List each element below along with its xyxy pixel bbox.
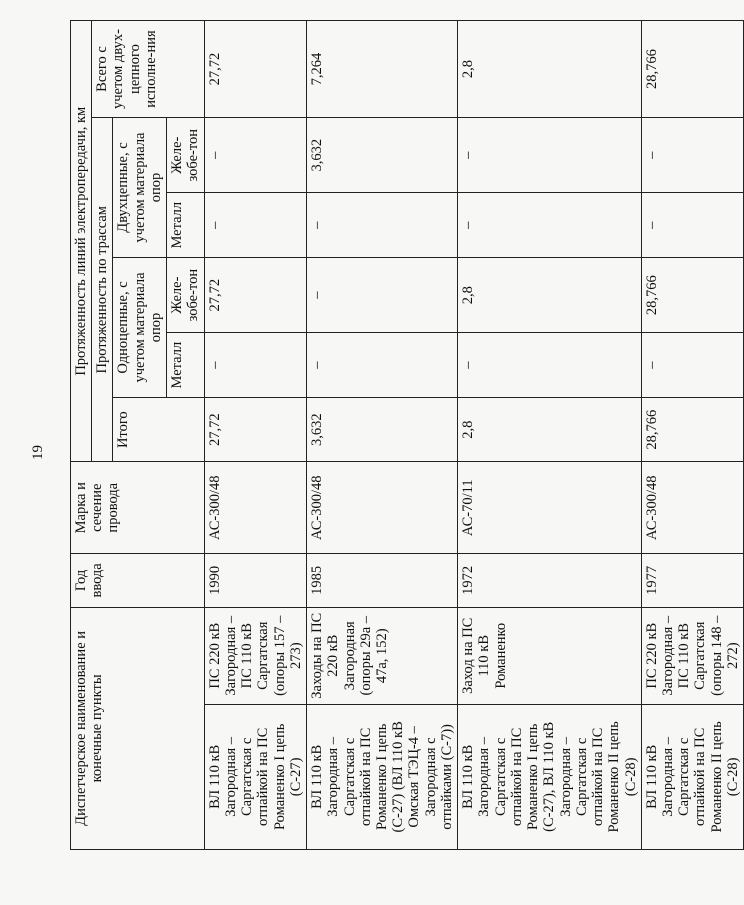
total-dual-length: 2,8 bbox=[458, 21, 642, 118]
header-single-metal: Металл bbox=[167, 333, 204, 398]
header-single: Одноцепные, с учетом материала опор bbox=[113, 257, 167, 397]
single-metal: – bbox=[204, 333, 306, 398]
header-double: Двухцепные, с учетом материала опор bbox=[113, 118, 167, 258]
single-concrete: – bbox=[307, 257, 458, 332]
total-dual-length: 7,264 bbox=[307, 21, 458, 118]
total-length: 27,72 bbox=[204, 397, 306, 462]
single-metal: – bbox=[307, 333, 458, 398]
double-concrete: – bbox=[641, 118, 743, 193]
line-endpoints: ПС 220 кВ Загородная – ПС 110 кВ Саргатская (опоры 157 – 273) bbox=[204, 607, 306, 704]
header-single-concrete: Желе-зобе-тон bbox=[167, 257, 204, 332]
single-concrete: 2,8 bbox=[458, 257, 642, 332]
header-by-route: Протяженность по трассам bbox=[92, 118, 113, 462]
total-length: 28,766 bbox=[641, 397, 743, 462]
double-concrete: – bbox=[458, 118, 642, 193]
table-row bbox=[641, 21, 743, 850]
total-dual-length: 28,766 bbox=[641, 21, 743, 118]
total-length: 3,632 bbox=[307, 397, 458, 462]
wire-type: АС-300/48 bbox=[641, 462, 743, 554]
line-name: ВЛ 110 кВ Загородная – Саргатская с отпайкой на ПС Романенко I цепь (С-27) (ВЛ 110 кВ Омская ТЭЦ-4 – Загородная с отпайками (С-7)) bbox=[307, 704, 458, 849]
line-name: ВЛ 110 кВ Загородная – Саргатская с отпайкой на ПС Романенко I цепь (С-27), ВЛ 110 кВ Загородная – Саргатская с отпайкой на ПС Романенко II цепь (С-28) bbox=[458, 704, 642, 849]
header-double-concrete: Желе-зобе-тон bbox=[167, 118, 204, 193]
single-concrete: 28,766 bbox=[641, 257, 743, 332]
commission-year: 1972 bbox=[458, 553, 642, 607]
commission-year: 1985 bbox=[307, 553, 458, 607]
wire-type: АС-300/48 bbox=[204, 462, 306, 554]
line-endpoints: Заходы на ПС 220 кВ Загородная (опоры 29а – 47а, 152) bbox=[307, 607, 458, 704]
total-length: 2,8 bbox=[458, 397, 642, 462]
header-year: Год ввода bbox=[71, 553, 205, 607]
line-name: ВЛ 110 кВ Загородная – Саргатская с отпайкой на ПС Романенко II цепь (С-28) bbox=[641, 704, 743, 849]
commission-year: 1990 bbox=[204, 553, 306, 607]
header-name: Диспетчерское наименование и конечные пункты bbox=[71, 607, 205, 849]
double-metal: – bbox=[204, 193, 306, 258]
wire-type: АС-70/11 bbox=[458, 462, 642, 554]
single-metal: – bbox=[458, 333, 642, 398]
total-dual-length: 27,72 bbox=[204, 21, 306, 118]
header-total: Итого bbox=[113, 397, 204, 462]
double-metal: – bbox=[641, 193, 743, 258]
page-number: 19 bbox=[30, 445, 46, 460]
line-endpoints: ПС 220 кВ Загородная – ПС 110 кВ Саргатская (опоры 148 – 272) bbox=[641, 607, 743, 704]
power-lines-table bbox=[70, 20, 744, 850]
table-row bbox=[458, 21, 642, 850]
header-total-dual: Всего с учетом двух-цепного исполне-ния bbox=[92, 21, 204, 118]
double-concrete: – bbox=[204, 118, 306, 193]
single-concrete: 27,72 bbox=[204, 257, 306, 332]
header-length: Протяженность линий электропередачи, км bbox=[71, 21, 92, 462]
table-row bbox=[307, 21, 458, 850]
double-concrete: 3,632 bbox=[307, 118, 458, 193]
commission-year: 1977 bbox=[641, 553, 743, 607]
double-metal: – bbox=[307, 193, 458, 258]
line-name: ВЛ 110 кВ Загородная – Саргатская с отпайкой на ПС Романенко I цепь (С-27) bbox=[204, 704, 306, 849]
single-metal: – bbox=[641, 333, 743, 398]
header-double-metal: Металл bbox=[167, 193, 204, 258]
wire-type: АС-300/48 bbox=[307, 462, 458, 554]
double-metal: – bbox=[458, 193, 642, 258]
header-wire: Марка и сечение провода bbox=[71, 462, 205, 554]
line-endpoints: Заход на ПС 110 кВ Романенко bbox=[458, 607, 642, 704]
table-row bbox=[204, 21, 306, 850]
